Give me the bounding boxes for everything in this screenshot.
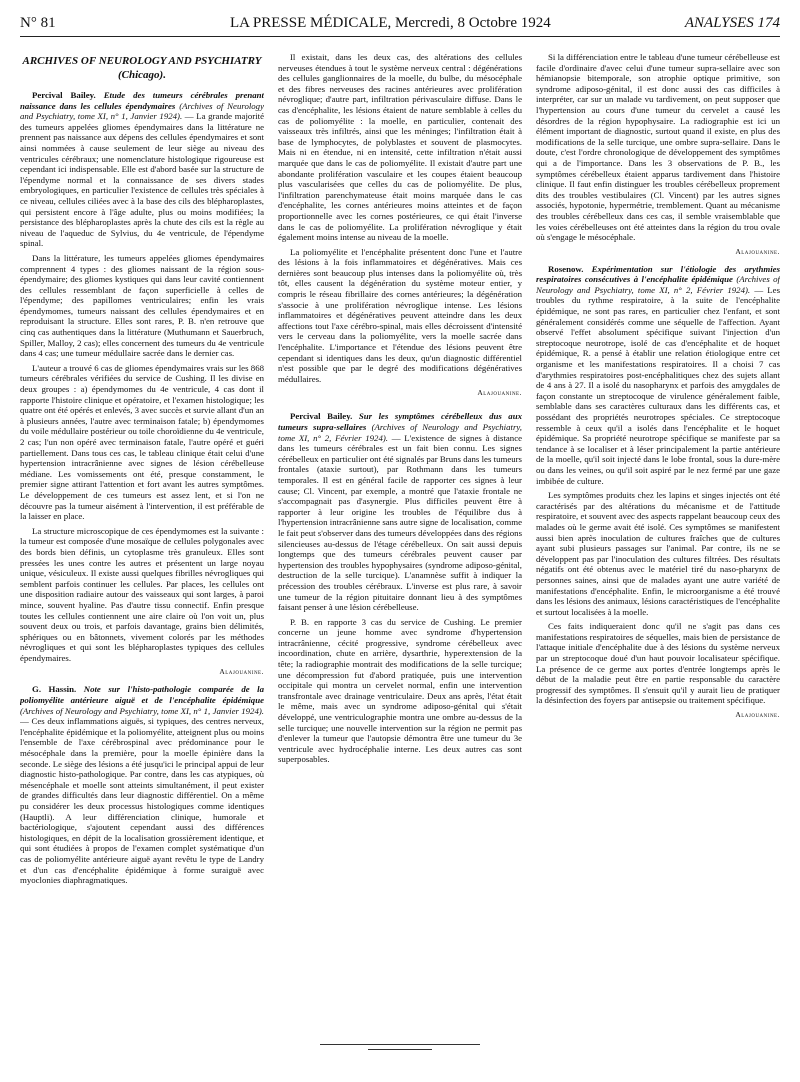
issue-number: N° 81 bbox=[20, 15, 56, 31]
article-bailey-suprasellar bbox=[278, 411, 522, 765]
article-rosenow-respiratory bbox=[536, 264, 780, 719]
article-intro: — L'existence de signes à distance dans les tumeurs cérébrales est un fait bien connu. Les signes cérébelleux en particulier ont été signalés par Bruns dans les tumeurs frontales (ataxie surtout), par Rothmann dans les tumeurs temporales. Il est en général facile de rapporter ces signes à leur cause; Cl. Vincent, par exemple, a montré que l'ataxie frontale ne s'accompagnait pas d'asynergie. Plus difficiles peuvent être à rapporter à leur origine les troubles de l'équilibre dus à l'hypertension intracrânienne sans autre signe de localisation, comme le fait peut s'observer dans des tumeurs développées dans des régions silencieuses au-dessus de l'étage cérébelleux. On sait aussi depuis longtemps que des tumeurs cérébrales peuvent causer par hypertension des troubles hypophysaires (syndrome adiposo-génital, destruction de la selle turcique). L'anamnèse suffit à indiquer la précession des troubles cérébraux. L'inverse est plus rare, à savoir une tumeur de la région pituitaire donnant lieu à des symptômes faisant penser à une lésion cérébelleuse. bbox=[278, 432, 522, 613]
article-title: Note sur l'histo-pathologie comparée de la poliomyélite antérieure aiguë et de l'encéphalite épidémique bbox=[20, 684, 264, 706]
article-paragraph: La structure microscopique de ces épendymomes est la suivante : la tumeur est composée d'une mosaïque de cellules polygonales avec des bords bien définis, un cytoplasme très granuleux. Elles sont pressées les unes contre les autres et présentent un large noyau unique, vésiculeux. Il existe aussi quelques fibrilles névrogliques qui semblent parfois continuer les cellules. Par places, les cellules ont une disposition radiaire autour des vaisseaux qui sont larges, à paroi mince, souvent hyaline. Pas d'autre tissu connectif. Enfin presque toutes les cellules contiennent une aire claire où l'on voit un, plus souvent deux ou trois, et parfois davantage, grains bien délimités, sphériques ou en bâtonnets, vivement colorés par les méthodes névrogliques et qui sont les blépharoplastes typiques des cellules épendymaires. bbox=[20, 525, 264, 663]
article-intro: — Ces deux inflammations aiguës, si typiques, des centres nerveux, l'encéphalite épidémique et la poliomyélite, atteignent plus ou moins l'ensemble de l'axe cérébrospinal avec prédominance pour le mésocéphale dans la première, pour la moelle épinière dans la seconde. Le siège des lésions a été jusqu'ici le principal appui de leur diagnostic histo-pathologique. Par contre, dans les cas atypiques, où mésencéphale et moelle sont atteints simultanément, il peut exister de grandes difficultés dans leur diagnostic différentiel. On a même pu considérer les deux processus histologiques comme identiques (Hauptli). A leur différenciation clinique, humorale et bactériologique, s'ajoutent cependant aussi des différences histologiques, en dépit de la localisation grossièrement identique, et qui sont étudiées à propos de l'examen complet systématique d'un cas de poliomyélite antérieure aiguë ayant revêtu le type de Landry et d'un cas d'encéphalite épidémique à forme suraiguë avec myoclonies diaphragmatiques. bbox=[20, 716, 264, 886]
article-title: Etude des tumeurs cérébrales prenant naissance dans les cellules épendymaires bbox=[20, 90, 264, 111]
article-bailey-ependymal bbox=[20, 90, 264, 676]
article-author: G. Hassin. bbox=[32, 684, 77, 695]
article-author: Percival Bailey. bbox=[290, 411, 353, 422]
article-paragraph: Si la différenciation entre le tableau d'une tumeur cérébelleuse est facile d'ordinaire d'avec celui d'une tumeur supra-sellaire avec son hémianopsie bitemporale, son atrophie optique primitive, son syndrome adiposo-génital, il est donc aussi des cas difficiles à interpréter, car sur un malade vu tardivement, on peut supposer que l'hypertension au cours d'une tumeur du cervelet a causé les désordres de la région hypophysaire. La radiographie est ici un élément important de diagnostic, surtout quand il existe, en plus des modifications de la selle turcique, une ombre supra-sellaire. Dans le doute, c'est l'ordre chronologique de développement des symptômes qui a de l'importance. Dans les 3 observations de P. B., les symptômes cérébelleux étaient apparus tardivement dans l'histoire clinique. Il faut enfin distinguer les troubles cérébelleux proprement dits des troubles vestibulaires (Cl. Vincent) par les autres signes associés, hypotonie, hypermétrie, tremblement. Quant au mécanisme des troubles cérébelleux dans ces cas, il semble vraisemblable que les voies cérébelleuses ont été atteintes dans la région du trou ovale où s'engage le mésocéphale. bbox=[536, 52, 780, 243]
article-reference: (Archives of Neurology and Psychiatry, tome XI, n° 2, Février 1924). bbox=[278, 422, 522, 443]
article-signature: Alajouanine. bbox=[219, 667, 264, 677]
article-lead bbox=[20, 90, 264, 249]
article-lead bbox=[20, 684, 264, 885]
column-2 bbox=[278, 52, 522, 1054]
article-paragraph: Les symptômes produits chez les lapins et singes injectés ont été caractérisés par des altérations du mécanisme et de l'attitude respiratoire, et souvent avec des aspects rappelant beaucoup ceux des malades où le germe avait été isolé. Ces symptômes se manifestent aussi bien après inoculation de cultures fraîches que de cultures ayant subi plusieurs passages sur l'animal. Par contre, ils ne se développent pas par l'inoculation des cultures filtrées. Des résultats négatifs ont été obtenus avec le matériel tiré du naso-pharynx de personnes saines, ainsi que de malades ayant une autre variété de manifestations d'encéphalite. Enfin, le microorganisme a été trouvé dans les lésions des animaux, lésions caractéristiques de l'encéphalite et surtout localisées à la moelle. bbox=[536, 490, 780, 617]
column-3 bbox=[536, 52, 780, 1054]
column-1 bbox=[20, 52, 264, 1054]
article-paragraph: La poliomyélite et l'encéphalite présentent donc l'une et l'autre des lésions à la fois inflammatoires et dégénératives. Mais ces dernières sont beaucoup plus intenses dans la poliomyélite où, très tôt, elles causent la dégénération du système moteur entier, y compris le réseau fibrillaire des cornes antérieures; la dégénération s'associe à une prolifération névroglique intense. Les lésions inflammatoires et dégénératives peuvent atteindre dans les deux affections tout l'axe cérébro-spinal, mais elles décroissent d'intensité vers le cerveau dans la poliomyélite, vers la moelle sacrée dans l'encéphalite. L'importance et l'étendue des lésions peuvent être cependant si identiques dans les deux, qu'un diagnostic différentiel n'est possible que par le degré des modifications dégénératives médullaires. bbox=[278, 246, 522, 384]
article-author: Percival Bailey. bbox=[32, 90, 96, 100]
article-hassin-comparative bbox=[20, 684, 264, 885]
article-title: Sur les symptômes cérébelleux dus aux tumeurs supra-sellaires bbox=[278, 411, 522, 432]
article-signature: Alajouanine. bbox=[735, 710, 780, 720]
article-intro: — Les troubles du rythme respiratoire, à la suite de l'encéphalite épidémique, ne sont pas rares, en particulier chez l'enfant, et sont généralement considérés comme une séquelle de l'affection. Ayant observé l'effet absolument spécifique suivant l'injection d'un streptocoque neurotrope, isolé de cas d'encéphalite et de hoquet épidémique, R. a pensé à établir une relation étiologique entre cet organisme et les manifestations respiratoires. Il a choisi 7 cas d'arythmies respiratoires post-encéphalitiques chez des sujets allant de 4 ans à 27. Il a isolé du nasopharynx et parfois des amygdales de façon constante un streptocoque de virulence généralement faible, semblable dans ses caractères culturaux dans les différents cas, et possédant des propriétés neurotropes spéciales. Ce streptocoque ressemble à ceux qu'il a isolés dans l'encéphalite et le hoquet épidémique. Sa propriété neurotrope spécifique se manifeste par sa tendance à se localiser et à léser principalement la partie antérieure de la moelle, qu'il soit injecté dans le lobe frontal, sous la dure-mère ou dans les veines, ou qu'il soit aspiré par le nez fermé par une gaze imbibée de culture. bbox=[536, 284, 780, 486]
section-city: (Chicago). bbox=[118, 69, 166, 81]
footer-divider bbox=[320, 1044, 480, 1045]
page-header bbox=[20, 14, 780, 37]
article-paragraph: Ces faits indiqueraient donc qu'il ne s'agit pas dans ces manifestations respiratoires de séquelles, mais bien de persistance de l'attaque initiale d'encéphalite due à des lésions du système nerveux par un streptocoque doué d'un haut pouvoir localisateur spécifique. La présence de ce germe aux portes d'entrée longtemps après le début de la maladie peut être en partie responsable du caractère progressif des symptômes. Il s'ensuit qu'il y aurait lieu de pratiquer la désinfection des foyers par antisepsie ou traitement spécifique. bbox=[536, 621, 780, 706]
article-author: Rosenow. bbox=[548, 263, 584, 274]
article-lead bbox=[278, 411, 522, 612]
article-reference: (Archives of Neurology and Psychiatry, tome XI, n° 1, Janvier 1924). bbox=[20, 705, 264, 716]
article-lead bbox=[536, 264, 780, 486]
article-paragraph: Dans la littérature, les tumeurs appelées gliomes épendymaires comprennent 4 types : des gliomes naissant de la région sous-épendymaire; des gliomes kystiques qui dans leur cavité contiennent des cellules ressemblant de façon superficielle à celles de l'épendyme; des papillomes ventriculaires; enfin les vrais épendymomes, tumeurs naissant des cellules épendymaires et en reproduisant la structure. Elles sont rares, P. B. n'en retrouve que cinq cas authentiques dans la littérature (Muthumann et Sauerbruch, Spiller, Malloy, 2 cas); elles concernent des tumeurs du 4e ventricule dans 4 cas; une tumeur médullaire sacrée dans le dernier cas. bbox=[20, 252, 264, 359]
journal-title: LA PRESSE MÉDICALE, Mercredi, 8 Octobre 1924 bbox=[230, 15, 551, 31]
article-reference: (Archives of Neurology and Psychiatry, tome XI, n° 2, Février 1924). bbox=[536, 274, 780, 295]
section-page: ANALYSES 174 bbox=[684, 15, 780, 31]
article-hassin-continued bbox=[278, 52, 522, 397]
article-paragraph: Il existait, dans les deux cas, des altérations des cellules nerveuses étendues à tout le système nerveux central : dégénérations des cellules ganglionnaires de la moelle, du bulbe, du mésocéphale et des fibres nerveuses des racines antérieures avec prolifération névroglique; d'autre part, infiltration périvasculaire diffuse. Dans le cas d'encéphalite, les lésions étaient de nature semblable à celles du cas de poliomyélite : la moelle, en particulier, contenait des vaisseaux très infiltrés, ainsi que les méninges; l'infiltration était à base de lymphocytes, de polyblastes et souvent de plasmocytes. Mais ni en étendue, ni en intensité, cette infiltration n'était aussi marquée que dans le cas de poliomyélite. Il existait d'autre part une abondante prolifération vasculaire et les coupes étaient beaucoup plus vascularisées que celles du cas de poliomyélite. De plus, l'infiltration parenchymateuse était moins marquée dans le cas d'encéphalite, les cornes antérieures moins atteintes et de façon proportionnelle avec les cornes postérieures, ce qui était l'inverse dans le cas de poliomyélite. La prolifération névroglique y était également moins intense au niveau de la moelle. bbox=[278, 52, 522, 243]
article-paragraph: L'auteur a trouvé 6 cas de gliomes épendymaires vrais sur les 868 tumeurs cérébrales vérifiées du service de Cushing. Il les divise en deux groupes : a) épendymomes du 4e ventricule, 4 cas dont il rapporte l'histoire clinique et opératoire, et l'examen histologique; les quatre ont été opérés et enlevés, 3 avec succès et survie allant d'un an à plusieurs années, l'autre avec terminaison fatale; b) épendymomes du voile médullaire postérieur ou toile choroïdienne du 4e ventricule, 2 cas; l'un non opéré avec terminaison fatale, l'autre opéré et guéri partiellement. Dans tous ces cas, le tableau clinique était celui d'une hypertension intracrânienne avec signes de lésion cérébelleuse médiane. Les vomissements ont été, presque constamment, le premier signe attirant l'attention et fort avant les autres symptômes. Le développement de ces tumeurs est assez lent, et si l'on ne découvre pas la tumeur aisément à l'intervention, il est préférable de la laisser en place. bbox=[20, 362, 264, 522]
article-title: Expérimentation sur l'étiologie des arythmies respiratoires consécutives à l'encéphalite épidémique bbox=[536, 263, 780, 285]
section-title: ARCHIVES OF NEUROLOGY AND PSYCHIATRY bbox=[22, 55, 262, 67]
article-bailey-suprasellar-continued bbox=[536, 52, 780, 256]
article-signature: Alajouanine. bbox=[477, 388, 522, 398]
article-intro: — La grande majorité des tumeurs appelées gliomes épendymaires dans la littérature ne prennent pas naissance aux dépens des cellules épendymaires et sont ainsi nommées à cause seulement de leur siège au niveau des ventricules cérébraux; une nomenclature histologique rigoureuse est cependant ici indispensable. Elle est d'abord basée sur la structure de l'épendyme normal et la connaissance de ses divers stades embryologiques, en particulier l'existence de cellules très spéciales à ce niveau, cellules ciliées avec à la base des cils des blépharoplastes, qui persistent encore à l'âge adulte, plus ou moins modifiées; la persistance des blépharoplastes après la chute des cils est la règle au niveau de l'aqueduc de Sylvius, du 4e ventricule, de l'épendyme spinal. bbox=[20, 111, 264, 249]
article-paragraph: P. B. en rapporte 3 cas du service de Cushing. Le premier concerne un jeune homme avec syndrome d'hypertension intracrânienne, cécité progressive, syndrome cérébelleux avec incoordination, chute en arrière, dysarthrie, hyperextension de la tête; la radiographie montrait des modifications de la selle turcique; une décompression fut d'abord pratiquée, puis une intervention occipitale qui montra un cervelet normal, enfin une intervention transfrontale avec drainage ventriculaire. Deux ans après, l'état était le même, mais avec un syndrome adiposo-génital qui s'était développé, une ventriculographie montra une ombre au-dessus de la selle turcique; une nouvelle intervention sur la région ne permit pas d'enlever la tumeur que l'autopsie démontra être une tumeur du 3e ventricule avec hydrocéphalie interne. Les deux autres cas sont superposables. bbox=[278, 616, 522, 765]
footer-divider-short bbox=[368, 1049, 432, 1050]
article-reference: (Archives of Neurology and Psychiatry, tome XI, n° 1, Janvier 1924). bbox=[20, 100, 264, 122]
article-signature: Alajouanine. bbox=[735, 246, 780, 256]
